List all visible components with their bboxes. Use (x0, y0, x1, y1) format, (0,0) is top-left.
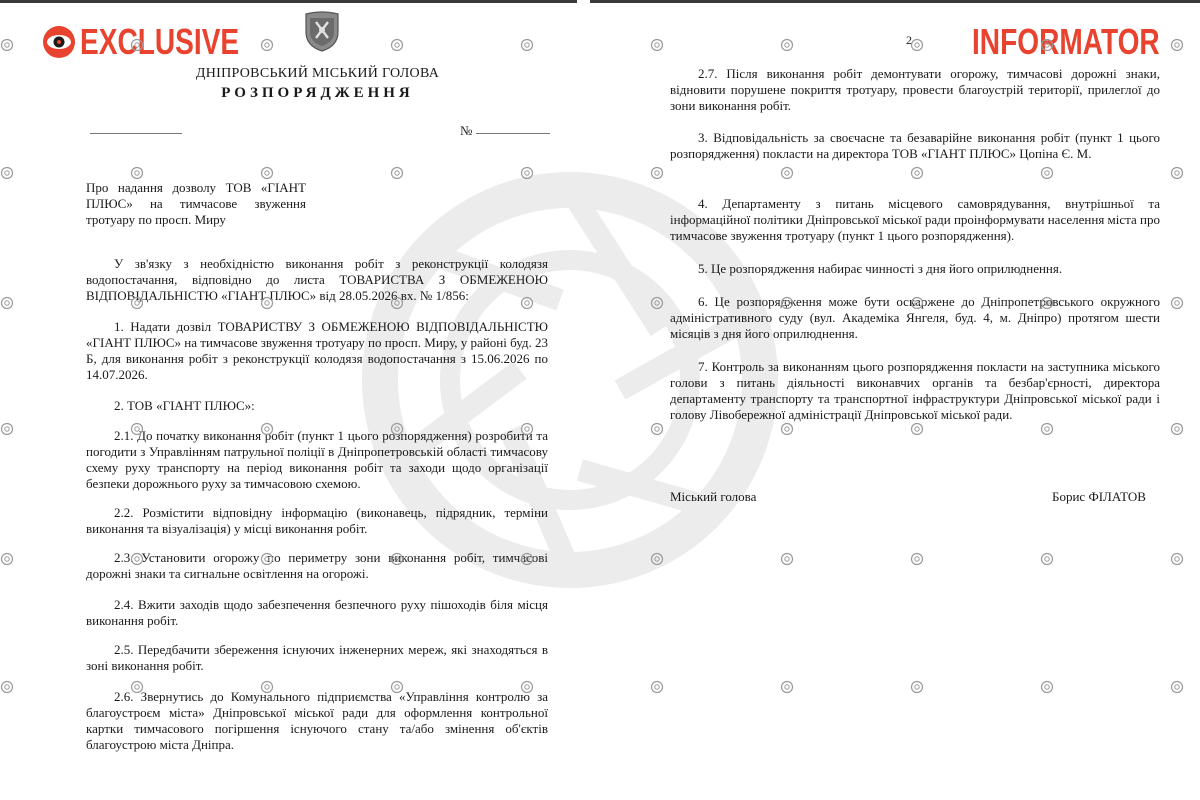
watermark-small-icon (910, 552, 924, 566)
watermark-small-icon (1040, 680, 1054, 694)
watermark-small-icon (910, 38, 924, 52)
document-subject: Про надання дозволу ТОВ «ГІАНТ ПЛЮС» на тимчасове звуження тротуару по просп. Миру (86, 180, 306, 227)
informator-logo-text: INFORMATOR (972, 21, 1160, 62)
watermark-small-icon (1170, 166, 1184, 180)
date-blank-line (90, 133, 182, 134)
watermark-small-icon (0, 296, 14, 310)
watermark-small-icon (1170, 422, 1184, 436)
watermark-small-icon (0, 166, 14, 180)
watermark-small-icon (650, 38, 664, 52)
watermark-small-icon (780, 680, 794, 694)
document-authority: ДНІПРОВСЬКИЙ МІСЬКИЙ ГОЛОВА (195, 66, 440, 81)
clause-2-6: 2.6. Звернутись до Комунального підприємства «Управління контролю за благоустроєм міста» Дніпровської міської ради для оформлення контрольної картки тимчасового погіршення існуючого стану та/або змінення об'єктів благоустрою міста Дніпра. (86, 689, 548, 752)
top-border-left (0, 0, 577, 3)
clause-2-7: 2.7. Після виконання робіт демонтувати огорожу, тимчасові дорожні знаки, відновити порушене покриття тротуару, провести благоустрій території, прилеглої до зони виконання робіт. (670, 66, 1160, 113)
document-type-title: РОЗПОРЯДЖЕННЯ (221, 85, 414, 101)
clause-4: 4. Департаменту з питань місцевого самоврядування, внутрішньої та інформаційної політики Дніпровської міської ради проінформувати населення міста про тимчасове звуження тротуару (пункт 1 цього розпорядження). (670, 196, 1160, 243)
watermark-small-icon (1040, 422, 1054, 436)
clause-2-2: 2.2. Розмістити відповідну інформацію (виконавець, підрядник, терміни виконання та візуалізація) у місці виконання робіт. (86, 505, 548, 536)
watermark-small-icon (1170, 296, 1184, 310)
exclusive-logo (42, 22, 284, 62)
watermark-small-icon (1170, 552, 1184, 566)
watermark-small-icon (520, 166, 534, 180)
watermark-small-icon (910, 680, 924, 694)
watermark-small-icon (0, 552, 14, 566)
watermark-small-icon (260, 166, 274, 180)
watermark-small-icon (910, 166, 924, 180)
number-label: № (460, 123, 473, 138)
watermark-small-icon (0, 422, 14, 436)
watermark-small-icon (390, 38, 404, 52)
watermark-small-icon (780, 166, 794, 180)
clause-2-1: 2.1. До початку виконання робіт (пункт 1 цього розпорядження) розробити та погодити з Управлінням патрульної поліції в Дніпропетровській області тимчасову схему руху транспорту на період виконання робіт та заходи щодо організації безпеки дорожнього руху за тимчасовою схемою. (86, 428, 548, 491)
watermark-small-icon (1170, 38, 1184, 52)
clause-6: 6. Це розпорядження може бути оскаржене до Дніпропетровського окружного адміністративного суду (вул. Академіка Янгеля, буд. 4, м. Дніпро) протягом шести місяців з дня його оприлюднення. (670, 294, 1160, 341)
clause-1: 1. Надати дозвіл ТОВАРИСТВУ З ОБМЕЖЕНОЮ ВІДПОВІДАЛЬНІСТЮ «ГІАНТ ПЛЮС» на тимчасове звуження тротуару по просп. Миру, у районі буд. 23 Б, для виконання робіт з реконструкції колодязя водопостачання з 15.06.2026 по 14.07.2026. (86, 319, 549, 382)
watermark-small-icon (1040, 552, 1054, 566)
watermark-small-icon (910, 422, 924, 436)
watermark-small-icon (650, 422, 664, 436)
clause-2-4: 2.4. Вжити заходів щодо забезпечення безпечного руху пішоходів біля місця виконання робіт. (86, 597, 548, 628)
coat-of-arms-icon (302, 10, 342, 52)
signature-name: Борис ФІЛАТОВ (1052, 489, 1146, 504)
clause-2: 2. ТОВ «ГІАНТ ПЛЮС»: (114, 398, 255, 413)
signature-position: Міський голова (670, 489, 757, 504)
exclusive-logo-text: EXCLUSIVE (80, 21, 240, 62)
watermark-small-icon (1170, 680, 1184, 694)
clause-7: 7. Контроль за виконанням цього розпорядження покласти на заступника міського голови з питань діяльності виконавчих органів та безбар'єрності, директора департаменту транспорту та транспортної інфраструктури Дніпровської міської ради і голову Лівобережної адміністрації Дніпровської міської ради. (670, 359, 1160, 422)
page-number: 2 (906, 33, 912, 47)
top-border-right (590, 0, 1200, 3)
watermark-small-icon (650, 552, 664, 566)
watermark-small-icon (650, 166, 664, 180)
clause-2-5: 2.5. Передбачити збереження існуючих інженерних мереж, які знаходяться в зоні виконання робіт. (86, 642, 548, 673)
watermark-small-icon (650, 296, 664, 310)
watermark-small-icon (0, 38, 14, 52)
clause-3: 3. Відповідальність за своєчасне та безаварійне виконання робіт (пункт 1 цього розпорядження) покласти на директора ТОВ «ГІАНТ ПЛЮС» Цопіна Є. М. (670, 130, 1160, 161)
clause-2-3: 2.3. Установити огорожу по периметру зони виконання робіт, тимчасові дорожні знаки та сигнальне освітлення на огорожі. (86, 550, 548, 581)
watermark-small-icon (0, 680, 14, 694)
watermark-small-icon (780, 552, 794, 566)
watermark-small-icon (780, 422, 794, 436)
watermark-small-icon (130, 166, 144, 180)
watermark-small-icon (650, 680, 664, 694)
number-blank-line (476, 133, 550, 134)
exclusive-eye-icon (42, 25, 76, 59)
preamble-paragraph: У зв'язку з необхідністю виконання робіт з реконструкції колодязя водопостачання, відповідно до листа ТОВАРИСТВА З ОБМЕЖЕНОЮ ВІДПОВІДАЛЬНІСТЮ «ГІАНТ ПЛЮС» від 28.05.2026 вх. № 1/856: (86, 256, 548, 303)
watermark-small-icon (520, 38, 534, 52)
watermark-small-icon (780, 38, 794, 52)
watermark-small-icon (390, 166, 404, 180)
watermark-small-icon (1040, 166, 1054, 180)
clause-5: 5. Це розпорядження набирає чинності з дня його оприлюднення. (698, 261, 1063, 276)
